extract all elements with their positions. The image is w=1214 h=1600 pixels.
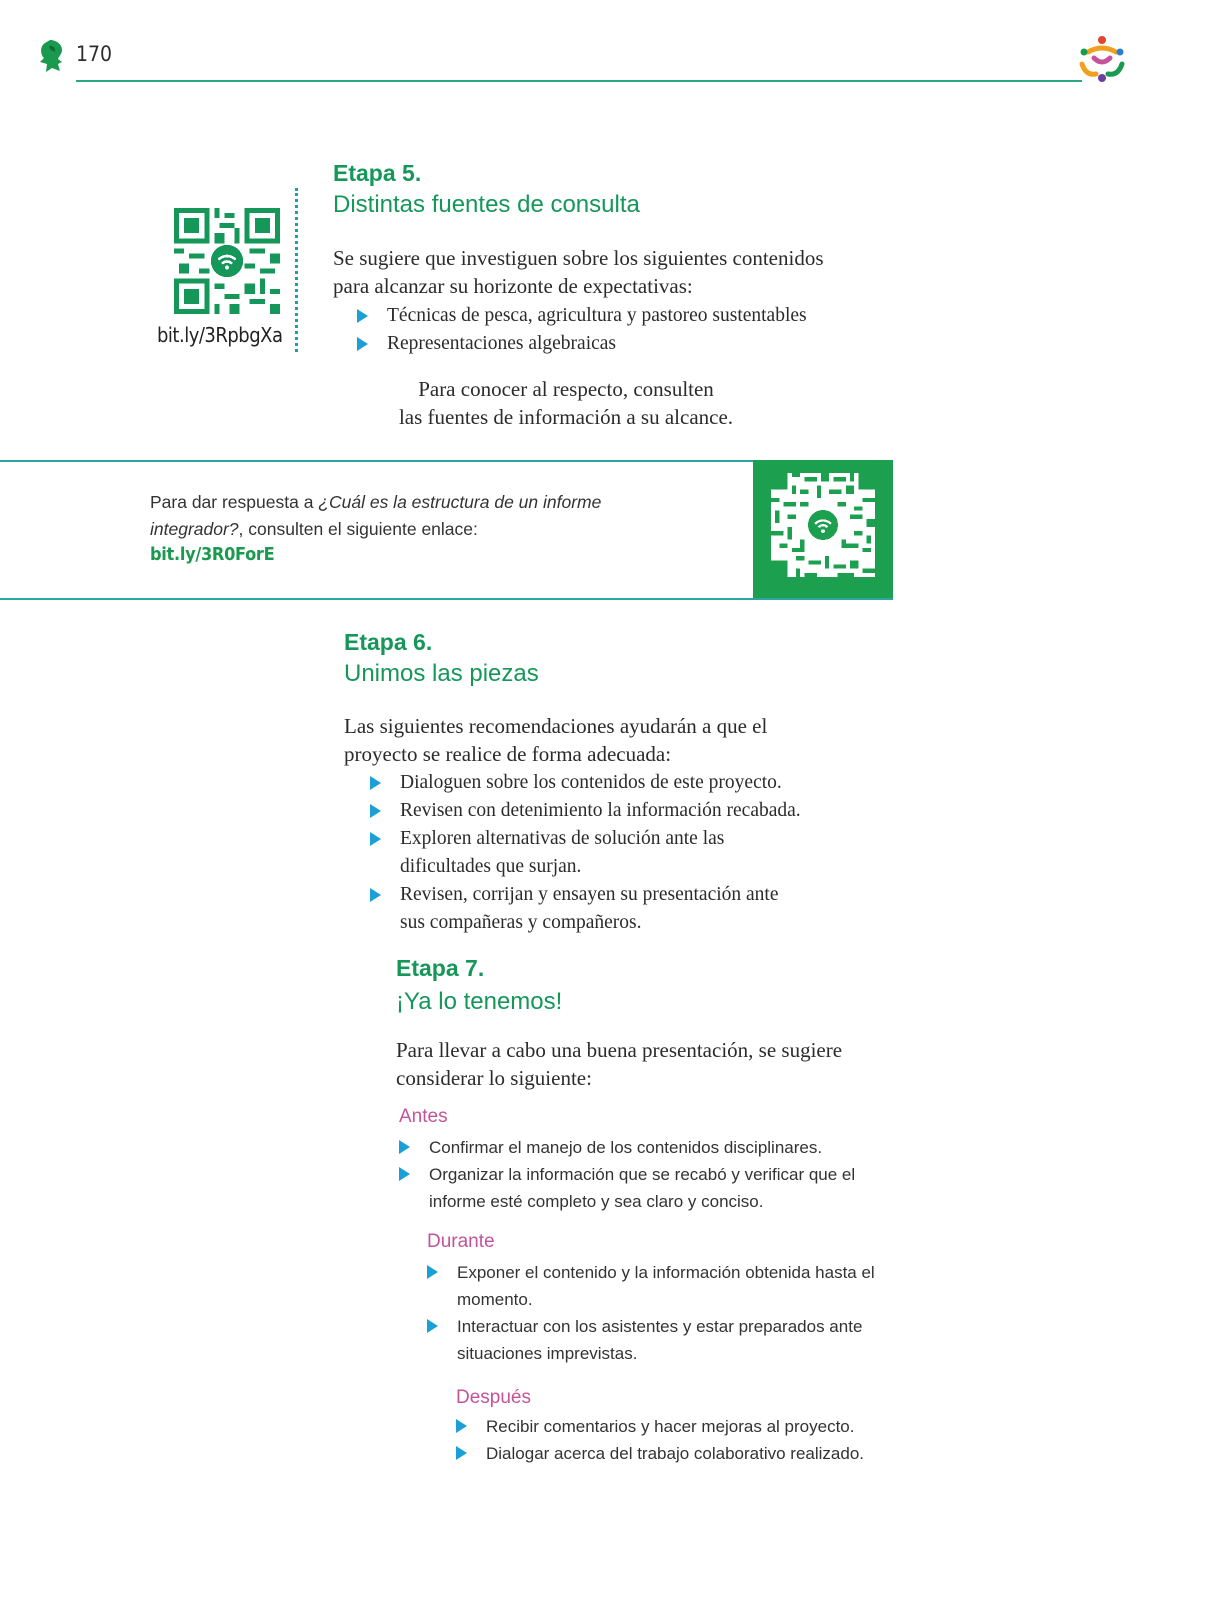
stage5-intro-line2: para alcanzar su horizonte de expectativas:	[333, 274, 693, 298]
bullet-icon	[456, 1419, 467, 1433]
bullet-icon	[370, 832, 381, 846]
bullet-icon	[370, 804, 381, 818]
bullet-icon	[456, 1446, 467, 1460]
stage6-title: Etapa 6.	[344, 629, 433, 655]
list-item: Representaciones algebraicas	[357, 330, 877, 358]
info-box-text: Para dar respuesta a ¿Cuál es la estructura de un informe integrador?, consulten el siguiente enlace:	[150, 492, 602, 539]
stage6-intro-line1: Las siguientes recomendaciones ayudarán a que el	[344, 714, 768, 738]
after-bullet-list	[456, 1413, 916, 1467]
list-item: Dialogar acerca del trabajo colaborativo realizado.	[456, 1440, 916, 1467]
qr-code-small[interactable]	[174, 208, 280, 314]
during-bullet-list	[427, 1259, 907, 1367]
list-item: Confirmar el manejo de los contenidos disciplinares.	[399, 1134, 919, 1161]
stage5-subtitle: Distintas fuentes de consulta	[333, 191, 640, 218]
stage7-intro	[396, 1036, 956, 1092]
figure-logo-icon	[36, 38, 66, 74]
colorful-people-emblem-icon	[1074, 34, 1130, 84]
list-item: Revisen, corrijan y ensayen su presentación ante sus compañeras y compañeros.	[370, 881, 890, 937]
bullet-icon	[399, 1140, 410, 1154]
after-heading: Después	[456, 1387, 531, 1408]
stage7-intro-line2: considerar lo siguiente:	[396, 1066, 592, 1090]
list-item: Exploren alternativas de solución ante las dificultades que surjan.	[370, 825, 890, 881]
stage5-bullet-list	[357, 302, 877, 358]
stage7-intro-line1: Para llevar a cabo una buena presentación, se sugiere	[396, 1038, 843, 1062]
list-item: Técnicas de pesca, agricultura y pastoreo sustentables	[357, 302, 877, 330]
bullet-icon	[427, 1319, 438, 1333]
list-item: Organizar la información que se recabó y verificar que el informe esté completo y sea claro y conciso.	[399, 1161, 919, 1215]
stage5-title: Etapa 5.	[333, 160, 422, 186]
stage6-bullet-list	[370, 769, 890, 937]
dotted-divider	[295, 188, 298, 352]
before-heading: Antes	[399, 1106, 448, 1127]
stage5-intro	[333, 244, 893, 300]
during-heading: Durante	[427, 1231, 495, 1252]
stage5-closing-line2: las fuentes de información a su alcance.	[398, 405, 734, 429]
stage5-closing-line1: Para conocer al respecto, consulten	[418, 377, 714, 401]
list-item: Recibir comentarios y hacer mejoras al proyecto.	[456, 1413, 916, 1440]
header-rule	[76, 80, 1082, 82]
stage6-intro	[344, 712, 904, 768]
bullet-icon	[357, 337, 368, 351]
stage5-closing	[356, 375, 776, 431]
before-bullet-list	[399, 1134, 919, 1215]
info-box-link[interactable]: bit.ly/3R0ForE	[150, 544, 275, 565]
stage5-intro-line1: Se sugiere que investiguen sobre los siguientes contenidos	[333, 246, 824, 270]
bullet-icon	[427, 1265, 438, 1279]
list-item: Revisen con detenimiento la información recabada.	[370, 797, 890, 825]
stage6-intro-line2: proyecto se realice de forma adecuada:	[344, 742, 672, 766]
stage7-subtitle: ¡Ya lo tenemos!	[396, 988, 563, 1015]
stage7-title: Etapa 7.	[396, 955, 485, 981]
qr-code-large[interactable]	[771, 473, 875, 577]
bullet-icon	[370, 776, 381, 790]
qr-link-stage5[interactable]: bit.ly/3RpbgXa	[157, 323, 283, 347]
page-number: 170	[76, 42, 113, 66]
list-item: Exponer el contenido y la información obtenida hasta el momento.	[427, 1259, 907, 1313]
bullet-icon	[399, 1167, 410, 1181]
bullet-icon	[370, 888, 381, 902]
list-item: Interactuar con los asistentes y estar preparados ante situaciones imprevistas.	[427, 1313, 907, 1367]
list-item: Dialoguen sobre los contenidos de este proyecto.	[370, 769, 890, 797]
bullet-icon	[357, 309, 368, 323]
stage6-subtitle: Unimos las piezas	[344, 660, 539, 687]
